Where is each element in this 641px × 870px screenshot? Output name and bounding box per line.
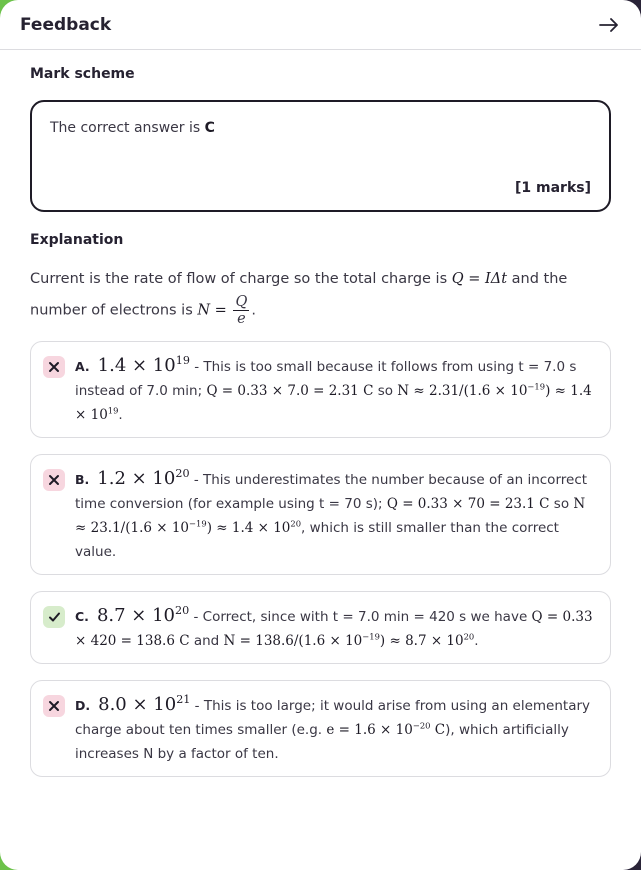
option-explanation: so [373, 383, 398, 399]
value-base: 8.7 × 10 [96, 605, 175, 626]
close-panel-button[interactable] [597, 13, 621, 37]
panel-title: Feedback [20, 14, 112, 35]
value-base: 1.2 × 10 [97, 468, 176, 489]
math-part: N ≈ 23.1/(1.6 × 10 [75, 496, 586, 536]
option-explanation: - This underestimates the number because of an incorrect time conversion (for example using t = 70 s); [75, 472, 588, 512]
option-letter: A. [75, 359, 90, 374]
math-formula [224, 633, 475, 649]
option-letter: C. [75, 609, 89, 624]
check-icon [48, 611, 61, 623]
math-exponent: 19 [107, 405, 119, 416]
option-explanation: - This is too small because it follows from using t = 7.0 s instead of 7.0 min; [75, 359, 577, 399]
math-part: C [430, 722, 446, 738]
option-c [30, 591, 611, 664]
math-formula: Q = 0.33 × 420 = 138.6 C [75, 609, 593, 649]
math-part: e = 1.6 × 10 [326, 722, 413, 738]
math-exponent: 20 [463, 631, 475, 642]
value-exponent: 20 [175, 604, 190, 617]
option-text [75, 693, 594, 766]
option-explanation: . [474, 633, 479, 649]
explanation-line2-suffix: . [251, 302, 256, 319]
math-formula: Q = IΔt [451, 271, 508, 287]
math-part: N = 138.6/(1.6 × 10 [223, 633, 363, 649]
cross-icon [48, 474, 60, 486]
math-formula: Q = 0.33 × 70 = 23.1 C [386, 496, 550, 512]
option-explanation: - Correct, since with t = 7.0 min = 420 s we have [189, 609, 532, 625]
math-exponent: −20 [412, 720, 431, 731]
wrong-badge [43, 356, 65, 378]
math-formula [326, 722, 445, 738]
value-exponent: 20 [175, 467, 190, 480]
option-explanation: and [189, 633, 224, 649]
fraction-denominator: e [237, 311, 246, 327]
option-text [75, 354, 594, 427]
wrong-badge [43, 469, 65, 491]
arrow-right-icon [599, 18, 619, 32]
option-value [97, 468, 189, 489]
option-explanation: so [549, 496, 574, 512]
value-exponent: 19 [175, 354, 190, 367]
explanation-line1: Current is the rate of flow of charge so the total charge is [30, 271, 452, 287]
math-formula: N = [197, 302, 227, 319]
marks-label: [1 marks] [515, 180, 591, 196]
math-exponent: −19 [189, 518, 207, 529]
answer-letter: C [204, 120, 215, 136]
cross-icon [48, 700, 60, 712]
option-a [30, 341, 611, 438]
option-explanation: ), which artificially increases N by a factor of ten. [75, 722, 569, 762]
explanation-line2: number of electrons is [30, 302, 198, 319]
option-explanation: - This is too large; it would arise from using an elementary charge about ten times smaller (e.g. [75, 698, 591, 738]
value-base: 1.4 × 10 [97, 355, 176, 376]
value-exponent: 21 [176, 693, 191, 706]
option-text [75, 604, 594, 653]
option-explanation: . [118, 407, 123, 423]
math-part: N ≈ 2.31/(1.6 × 10 [397, 383, 528, 399]
option-value [98, 694, 190, 715]
math-part: ) ≈ 1.4 × 10 [206, 520, 291, 536]
cross-icon [48, 361, 60, 373]
math-part: ) ≈ 1.4 × 10 [75, 383, 592, 423]
explanation-line1-suffix: and the [507, 271, 568, 287]
math-formula: Q = 0.33 × 7.0 = 2.31 C [206, 383, 374, 399]
answer-prefix: The correct answer is [50, 120, 205, 136]
math-exponent: −19 [527, 381, 546, 392]
option-d [30, 680, 611, 777]
option-letter: D. [75, 698, 91, 713]
correct-badge [43, 606, 65, 628]
option-value [97, 605, 189, 626]
value-base: 8.0 × 10 [98, 694, 177, 715]
fraction [233, 294, 249, 327]
mark-scheme-heading: Mark scheme [30, 66, 135, 82]
math-exponent: −19 [362, 631, 380, 642]
math-part: ) ≈ 8.7 × 10 [379, 633, 464, 649]
option-explanation: , which is still smaller than the correct value. [75, 520, 559, 560]
correct-answer-text [50, 120, 591, 136]
option-letter: B. [75, 472, 90, 487]
mark-scheme-box [30, 100, 611, 212]
explanation-text [30, 264, 611, 327]
explanation-heading: Explanation [30, 232, 124, 248]
wrong-badge [43, 695, 65, 717]
panel-header [0, 0, 641, 50]
option-b [30, 454, 611, 575]
option-value [98, 355, 190, 376]
fraction-numerator: Q [235, 294, 248, 310]
option-text [75, 467, 594, 564]
math-exponent: 20 [290, 518, 302, 529]
